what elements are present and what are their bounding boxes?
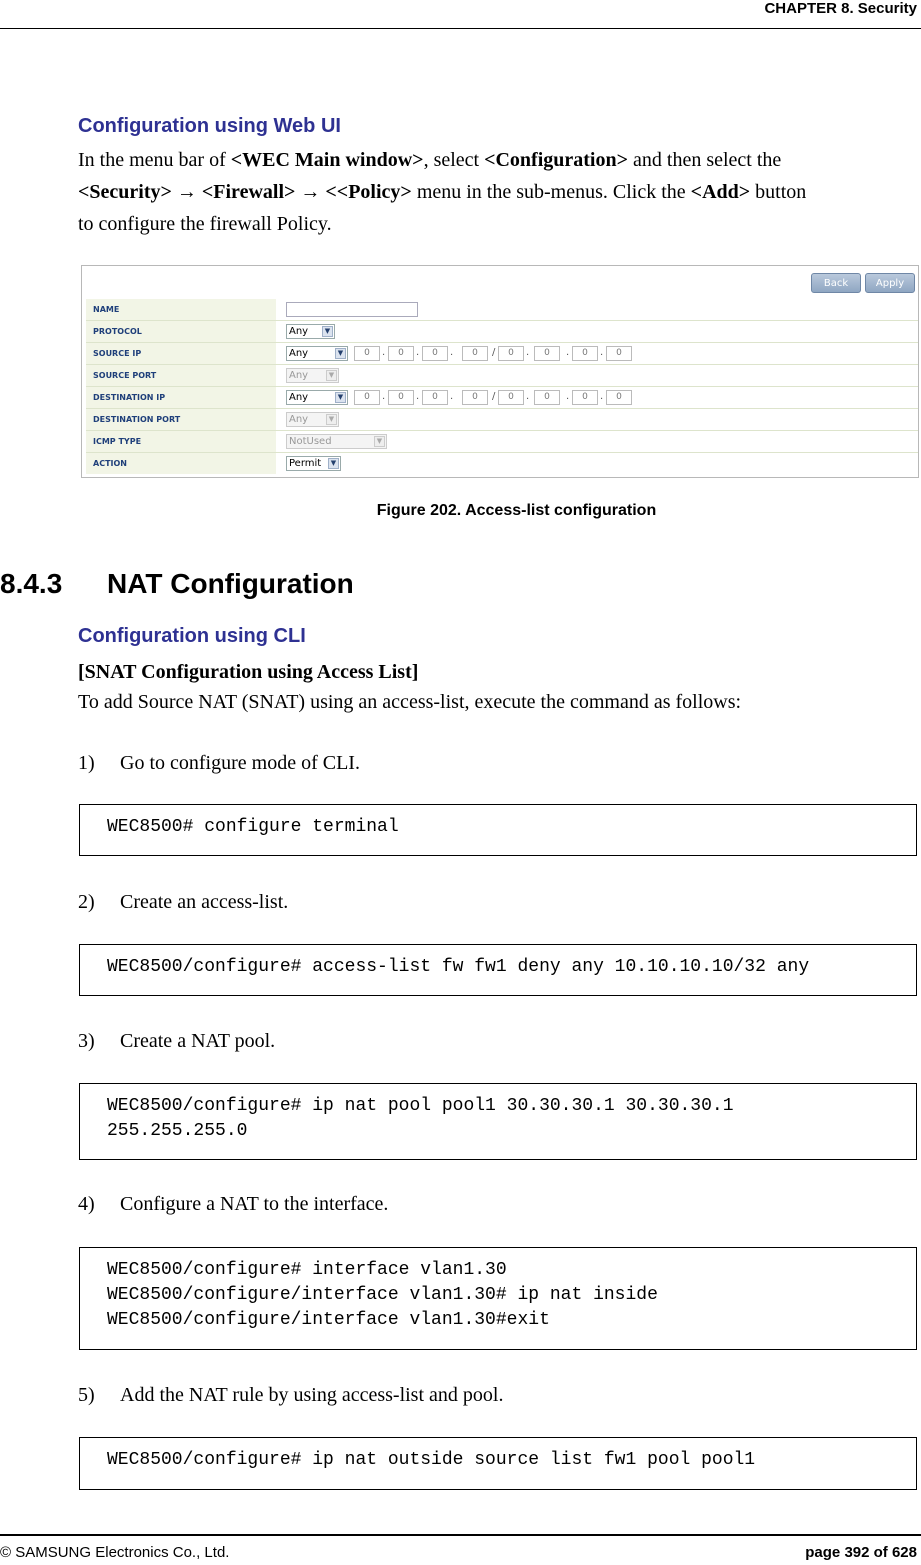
snat-subheading: [SNAT Configuration using Access List] [78, 661, 419, 683]
step-text: Configure a NAT to the interface. [120, 1193, 389, 1215]
footer-copyright: © SAMSUNG Electronics Co., Ltd. [0, 1544, 230, 1561]
code-block-2: WEC8500/configure# access-list fw fw1 deny any 10.10.10.10/32 any [79, 944, 917, 996]
back-button[interactable]: Back [811, 273, 861, 293]
form-field [276, 321, 918, 342]
step-number: 3) [78, 1030, 95, 1052]
step-text: Create an access-list. [120, 891, 289, 913]
chevron-down-icon: ▼ [326, 370, 337, 381]
text-run: button [750, 181, 807, 203]
paragraph-line-2 [78, 176, 918, 208]
ip-octet-input[interactable]: 0 [462, 390, 488, 405]
ip-octet-input[interactable]: 0 [422, 346, 448, 361]
step-number: 5) [78, 1384, 95, 1406]
octet-separator: . [600, 347, 604, 358]
select-value: NotUsed [289, 436, 332, 447]
section-number: 8.4.3 [0, 568, 63, 599]
code-block-4: WEC8500/configure# interface vlan1.30 WEC8500/configure/interface vlan1.30# ip nat inside WEC8500/configure/interface vlan1.30#exit [79, 1247, 917, 1350]
form-label: SOURCE IP [86, 343, 276, 364]
arrow-icon: → [300, 181, 321, 203]
form-label: DESTINATION PORT [86, 409, 276, 430]
mask-octet-input[interactable]: 0 [606, 390, 632, 405]
text-run-bold: <Firewall> [201, 181, 296, 203]
text-run: and then select the [628, 149, 782, 171]
source-port-select[interactable] [286, 368, 339, 383]
chevron-down-icon: ▼ [326, 414, 337, 425]
icmp-type-select[interactable] [286, 434, 387, 449]
form-row-source-ip [86, 343, 918, 365]
ip-octet-input[interactable]: 0 [354, 346, 380, 361]
step-5 [78, 1384, 778, 1408]
ip-octet-input[interactable]: 0 [422, 390, 448, 405]
select-value: Any [289, 392, 309, 403]
octet-separator: . [416, 347, 420, 358]
mask-separator: / [492, 391, 496, 402]
form-row-name [86, 299, 918, 321]
form-label: SOURCE PORT [86, 365, 276, 386]
mask-separator: / [492, 347, 496, 358]
form-field [276, 453, 918, 474]
step-text: Add the NAT rule by using access-list and pool. [120, 1384, 504, 1406]
step-number: 1) [78, 752, 95, 774]
form-field [276, 431, 918, 452]
select-value: Any [289, 414, 309, 425]
ip-octet-input[interactable]: 0 [462, 346, 488, 361]
select-value: Any [289, 370, 309, 381]
destination-port-select[interactable] [286, 412, 339, 427]
arrow-icon: → [176, 181, 197, 203]
octet-separator: . [416, 391, 420, 402]
text-run-bold: <Add> [690, 181, 751, 203]
paragraph-line-3: to configure the firewall Policy. [78, 213, 332, 235]
octet-separator: . [450, 347, 454, 358]
step-1 [78, 752, 778, 776]
apply-button[interactable]: Apply [865, 273, 915, 293]
cli-heading: Configuration using CLI [78, 625, 306, 647]
code-block-1: WEC8500# configure terminal [79, 804, 917, 856]
form-field [276, 343, 918, 364]
step-4 [78, 1193, 778, 1217]
mask-octet-input[interactable]: 0 [572, 390, 598, 405]
chevron-down-icon: ▼ [374, 436, 385, 447]
step-number: 2) [78, 891, 95, 913]
step-text: Go to configure mode of CLI. [120, 752, 360, 774]
text-run: , select [423, 149, 485, 171]
step-text: Create a NAT pool. [120, 1030, 276, 1052]
chevron-down-icon: ▼ [322, 326, 333, 337]
chevron-down-icon: ▼ [328, 458, 339, 469]
code-block-5: WEC8500/configure# ip nat outside source list fw1 pool pool1 [79, 1437, 917, 1490]
chevron-down-icon: ▼ [335, 392, 346, 403]
form-label: NAME [86, 299, 276, 320]
mask-octet-input[interactable]: 0 [534, 346, 560, 361]
action-select[interactable] [286, 456, 341, 471]
form-row-icmp-type [86, 431, 918, 453]
form-row-protocol [86, 321, 918, 343]
octet-separator: . [526, 347, 530, 358]
web-ui-paragraph [78, 144, 918, 240]
figure-caption: Figure 202. Access-list configuration [376, 502, 657, 519]
footer-divider [0, 1534, 921, 1536]
text-run-bold: <Configuration> [484, 149, 629, 171]
ip-octet-input[interactable]: 0 [388, 390, 414, 405]
form-label: PROTOCOL [86, 321, 276, 342]
octet-separator: . [566, 391, 570, 402]
text-run: In the menu bar of [78, 149, 231, 171]
form-row-action [86, 453, 918, 474]
form-row-destination-ip [86, 387, 918, 409]
source-ip-select[interactable] [286, 346, 348, 361]
mask-octet-input[interactable]: 0 [498, 346, 524, 361]
octet-separator: . [526, 391, 530, 402]
form-field [276, 365, 918, 386]
page-number: page 392 of 628 [805, 1544, 917, 1561]
access-list-form-screenshot [81, 265, 919, 478]
section-title: NAT Configuration [107, 568, 354, 599]
form-row-source-port [86, 365, 918, 387]
header-divider [0, 28, 921, 29]
form-label: ACTION [86, 453, 276, 474]
mask-octet-input[interactable]: 0 [606, 346, 632, 361]
form-field [276, 299, 918, 320]
form-field [276, 387, 918, 408]
paragraph-line-1 [78, 144, 918, 176]
text-run-bold: <WEC Main window> [230, 149, 424, 171]
octet-separator: . [382, 347, 386, 358]
select-value: Any [289, 348, 309, 359]
form-field [276, 409, 918, 430]
mask-octet-input[interactable]: 0 [534, 390, 560, 405]
mask-octet-input[interactable]: 0 [498, 390, 524, 405]
octet-separator: . [600, 391, 604, 402]
code-block-3: WEC8500/configure# ip nat pool pool1 30.30.30.1 30.30.30.1 255.255.255.0 [79, 1083, 917, 1160]
destination-ip-select[interactable] [286, 390, 348, 405]
text-run-bold: <<Policy> [325, 181, 412, 203]
select-value: Permit [289, 458, 322, 469]
step-3 [78, 1030, 778, 1054]
step-2 [78, 891, 778, 915]
ip-octet-input[interactable]: 0 [388, 346, 414, 361]
mask-octet-input[interactable]: 0 [572, 346, 598, 361]
octet-separator: . [382, 391, 386, 402]
web-ui-heading: Configuration using Web UI [78, 115, 341, 137]
text-run-bold: <Security> [78, 181, 172, 203]
form-label: DESTINATION IP [86, 387, 276, 408]
name-input[interactable] [286, 302, 418, 317]
form-label: ICMP TYPE [86, 431, 276, 452]
snat-intro: To add Source NAT (SNAT) using an access-list, execute the command as follows: [78, 691, 742, 713]
ip-octet-input[interactable]: 0 [354, 390, 380, 405]
step-number: 4) [78, 1193, 95, 1215]
text-run: menu in the sub-menus. Click the [411, 181, 691, 203]
octet-separator: . [566, 347, 570, 358]
protocol-select[interactable] [286, 324, 335, 339]
chevron-down-icon: ▼ [335, 348, 346, 359]
form-toolbar [82, 266, 918, 299]
select-value: Any [289, 326, 309, 337]
form-row-destination-port [86, 409, 918, 431]
octet-separator: . [450, 391, 454, 402]
chapter-header: CHAPTER 8. Security [764, 0, 917, 17]
